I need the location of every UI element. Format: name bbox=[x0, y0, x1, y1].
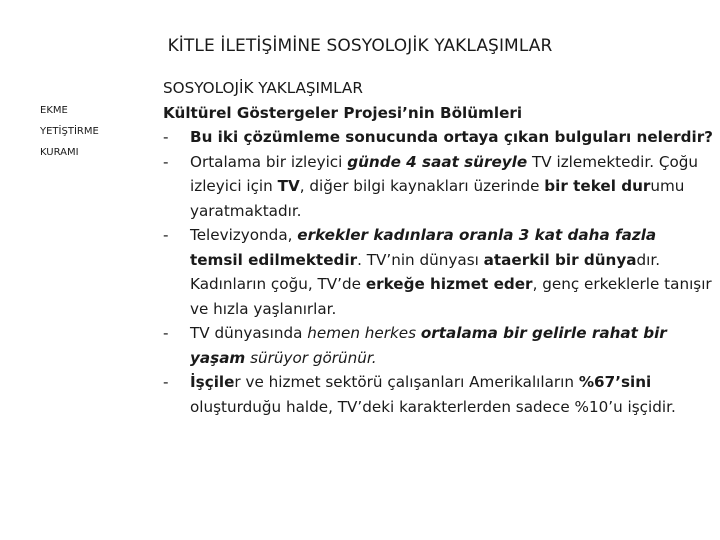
bullet-emphasis: erkekler kadınlara oranla 3 kat daha fazla bbox=[297, 226, 657, 244]
bullet-text: , genç erkeklerle tanışır ve hızla yaşlanırlar. bbox=[190, 275, 712, 318]
bullet-item-4 bbox=[163, 321, 713, 370]
bullet-emphasis: sürüyor görünür. bbox=[245, 348, 377, 367]
bullet-text: Ortalama bir izleyici bbox=[190, 152, 348, 171]
bullet-emphasis: temsil edilmektedir bbox=[190, 250, 358, 269]
sidebar-line-3: KURAMI bbox=[40, 147, 79, 158]
bullet-emphasis: günde 4 saat süreyle bbox=[347, 152, 528, 171]
bullet-emphasis: rahat bir yaşam bbox=[190, 324, 667, 367]
bullet-dash: - bbox=[163, 324, 169, 342]
slide-title: KİTLE İLETİŞİMİNE SOSYOLOJİK YAKLAŞIMLAR bbox=[167, 36, 553, 56]
bullet-text: umu yaratmaktadır. bbox=[190, 177, 685, 220]
bullet-item-1 bbox=[163, 125, 713, 150]
content-area bbox=[163, 76, 713, 419]
bullet-item-5 bbox=[163, 370, 713, 419]
bullet-emphasis: hemen herkes bbox=[307, 324, 421, 342]
bullet-text: Bu iki çözümleme sonucunda ortaya çıkan bulguları nelerdir? bbox=[190, 128, 713, 146]
bullet-text: oluşturduğu halde, TV’deki karakterlerden sadece %10’u işçidir. bbox=[190, 397, 676, 416]
section-subheading: Kültürel Göstergeler Projesi’nin Bölümleri bbox=[163, 103, 523, 122]
bullet-emphasis: ataerkil bir dünya bbox=[483, 250, 637, 269]
bullet-emphasis: %67’sini bbox=[578, 373, 652, 391]
bullet-text: TV dünyasında bbox=[190, 324, 308, 342]
bullet-dash: - bbox=[163, 128, 169, 146]
section-heading: SOSYOLOJİK YAKLAŞIMLAR bbox=[163, 79, 363, 97]
bullet-text: TV izlemektedir. Çoğu izleyici için bbox=[190, 152, 699, 195]
bullet-dash: - bbox=[163, 152, 169, 171]
bullet-emphasis: TV bbox=[277, 177, 300, 195]
bullet-emphasis: bir tekel dur bbox=[544, 177, 651, 195]
sidebar-line-2: YETİŞTİRME bbox=[40, 126, 99, 137]
bullet-text: Televizyonda, bbox=[190, 226, 298, 244]
bullet-text: . TV’nin dünyası bbox=[357, 250, 484, 269]
bullet-dash: - bbox=[163, 226, 169, 244]
bullet-text: dır. Kadınların çoğu, TV’de bbox=[190, 250, 661, 293]
bullet-item-3 bbox=[163, 223, 713, 321]
bullet-item-2 bbox=[163, 150, 713, 224]
bullet-text: , diğer bilgi kaynakları üzerinde bbox=[299, 177, 545, 195]
bullet-emphasis: ortalama bir gelirle bbox=[420, 324, 587, 342]
bullet-emphasis: erkeğe hizmet eder bbox=[365, 275, 533, 293]
bullet-emphasis: İşçile bbox=[190, 373, 235, 391]
bullet-dash: - bbox=[163, 373, 169, 391]
sidebar-line-1: EKME bbox=[40, 105, 68, 116]
sidebar-label bbox=[40, 100, 130, 163]
bullet-text: r ve hizmet sektörü çalışanları Amerikalıların bbox=[234, 373, 579, 391]
